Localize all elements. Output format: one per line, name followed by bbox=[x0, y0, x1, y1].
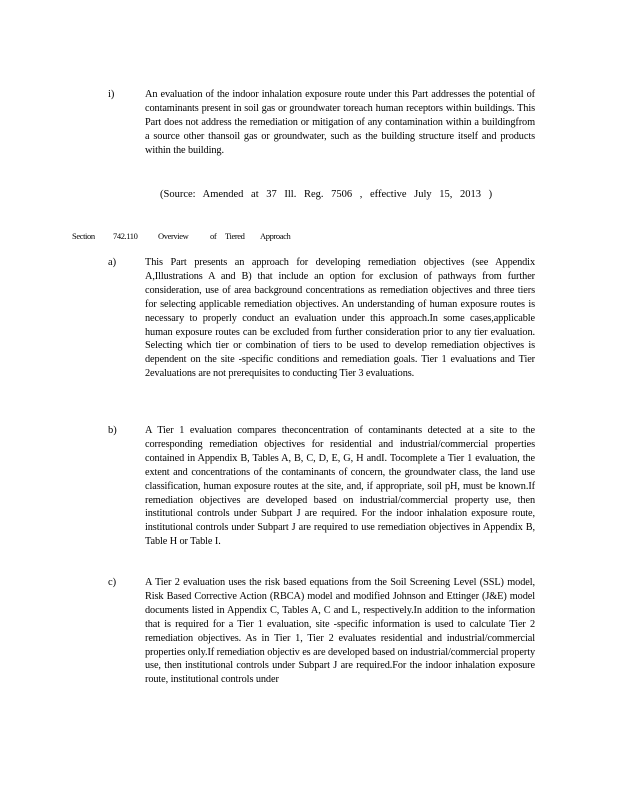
item-i-text: An evaluation of the indoor inhalation exposure route under this Part addresses the potential of contaminants present in soil gas or groundwater toreach human receptors within buildings. This Part does not address the remediation or mitigation of any contamination within a buildingfrom a source other thansoil gas or groundwater, such as the building structure itself and products within the building. bbox=[145, 89, 535, 156]
section-title-word-3: Tiered bbox=[225, 231, 245, 241]
section-word: Section bbox=[72, 231, 95, 241]
paragraph-b-text: A Tier 1 evaluation compares theconcentration of contaminants detected at a site to the corresponding remediation objectives for residential and industrial/commercial properties contained in Appendix B, Tables A, B, C, D, E, G, H andI. Tocomplete a Tier 1 evaluation, the extent and concentrations of the contaminants of concern, the groundwater class, the land use classification, human exposure routes at the site, and, if appropriate, soil pH, must be known.If remediation objectives are developed based on industrial/commercial property use, then institutional controls under Subpart J are required. For the indoor inhalation exposure route, institutional controls under Subpart J are required to use remediation objectives in Appendix B, Table H or Table I. bbox=[145, 425, 535, 548]
paragraph-c-label: c) bbox=[108, 577, 117, 588]
item-i-label: i) bbox=[108, 89, 115, 100]
section-title-word-4: Approach bbox=[260, 231, 291, 241]
section-number: 742.110 bbox=[113, 231, 138, 241]
paragraph-c-text: A Tier 2 evaluation uses the risk based equations from the Soil Screening Level (SSL) model, Risk Based Corrective Action (RBCA) model and modified Johnson and Ettinger (J&E) model documents listed in Appendix C, Tables A, C and L, respectively.In addition to the information that is required for a Tier 1 evaluation, site -specific information is used to calculate Tier 2 remediation objectives. As in Tier 1, Tier 2 evaluates residential and industrial/commercial properties only.If remediation objectiv es are developed based on industrial/commercial property use, then institutional controls under Subpart J are required.For the indoor inhalation exposure route, institutional controls under bbox=[145, 577, 535, 686]
paragraph-a-text: This Part presents an approach for developing remediation objectives (see Appendix A,Illustrations A and B) that include an option for exclusion of pathways from further consideration, use of area background concentrations as remediation objectives and three tiers for selecting applicable remediation objectives. An understanding of human exposure routes is necessary to properly conduct an evaluation under this approach.In some cases,applicable human exposure routes can be excluded from further consideration prior to any tier evaluation. Selecting which tier or combination of tiers to be used to develop remediation objectives is dependent on the site -specific conditions and remediation goals. Tier 1 evaluations and Tier 2evaluations are not prerequisites to conducting Tier 3 evaluations. bbox=[145, 257, 535, 380]
source-note: (Source: Amended at 37 Ill. Reg. 7506 , effective July 15, 2013 ) bbox=[160, 189, 493, 200]
section-title-word-1: Overview bbox=[158, 231, 189, 241]
paragraph-b-label: b) bbox=[108, 425, 117, 436]
paragraph-a-label: a) bbox=[108, 257, 117, 268]
section-title-word-2: of bbox=[210, 231, 217, 241]
